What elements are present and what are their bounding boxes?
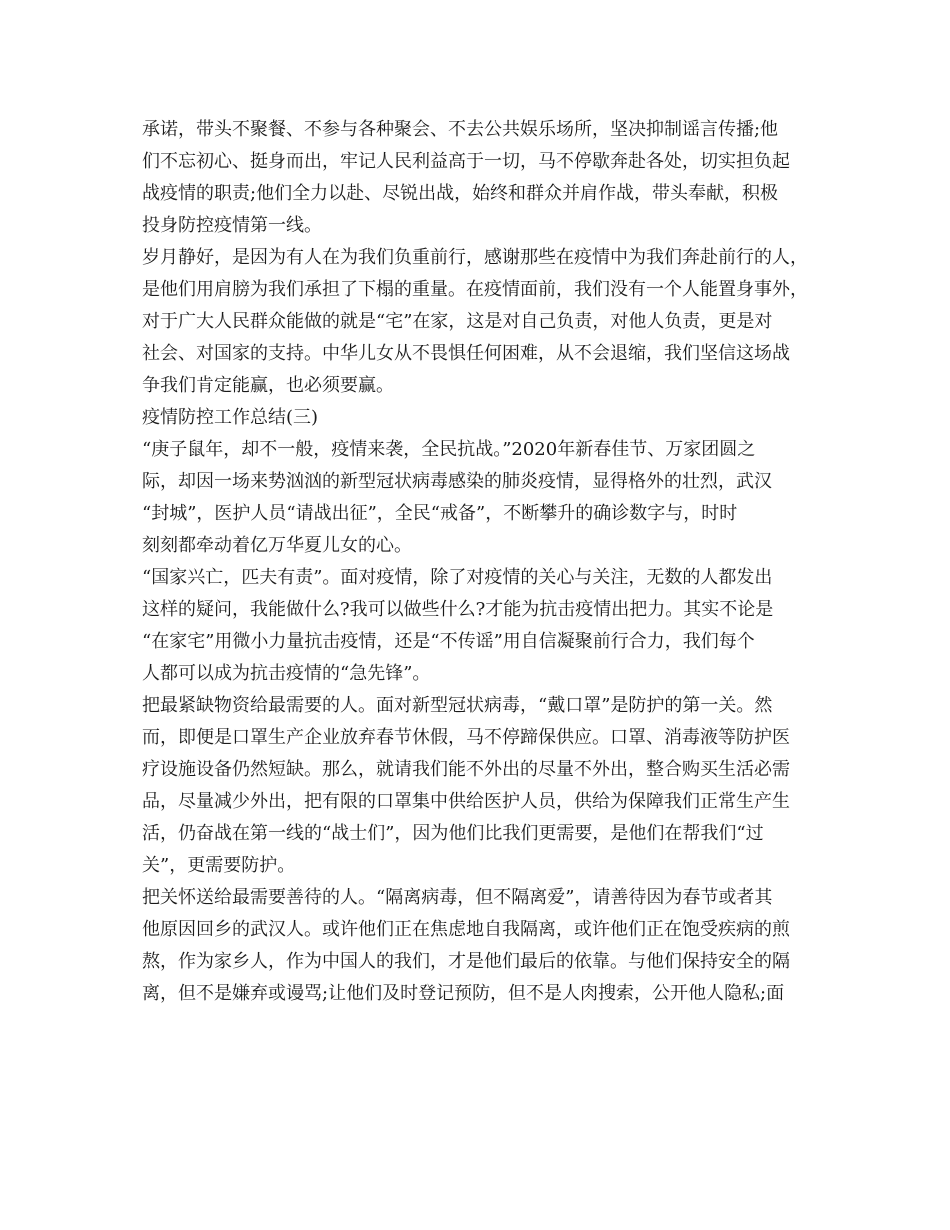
text-line: 对于广大人民群众能做的就是“宅”在家，这是对自己负责，对他人负责，更是对 bbox=[142, 311, 773, 332]
text-line: 把最紧缺物资给最需要的人。面对新型冠状病毒，“戴口罩”是防护的第一关。然 bbox=[142, 695, 773, 716]
text-line: 活，仍奋战在第一线的“战士们”，因为他们比我们更需要，是他们在帮我们“过 bbox=[142, 823, 764, 844]
text-line: 争我们肯定能赢，也必须要赢。 bbox=[142, 375, 394, 396]
text-line: 离，但不是嫌弃或谩骂;让他们及时登记预防，但不是人肉搜索，公开他人隐私;面 bbox=[142, 983, 785, 1004]
text-line: 社会、对国家的支持。中华儿女从不畏惧任何困难，从不会退缩，我们坚信这场战 bbox=[142, 343, 790, 364]
document-body bbox=[142, 114, 822, 1010]
text-line: “封城”，医护人员“请战出征”，全民“戒备”，不断攀升的确诊数字与，时时 bbox=[142, 503, 738, 524]
text-line: “国家兴亡，匹夫有责”。面对疫情，除了对疫情的关心与关注，无数的人都发出 bbox=[142, 567, 773, 588]
text-line: 承诺，带头不聚餐、不参与各种聚会、不去公共娱乐场所，坚决抑制谣言传播;他 bbox=[142, 119, 779, 140]
text-line: 是他们用肩膀为我们承担了下榻的重量。在疫情面前，我们没有一个人能置身事外， bbox=[142, 279, 808, 300]
text-line: 关”，更需要防护。 bbox=[142, 855, 296, 876]
text-line: 他原因回乡的武汉人。或许他们正在焦虑地自我隔离，或许他们正在饱受疾病的煎 bbox=[142, 919, 790, 940]
text-line: 熬，作为家乡人，作为中国人的我们，才是他们最后的依靠。与他们保持安全的隔 bbox=[142, 951, 790, 972]
text-line: 品，尽量减少外出，把有限的口罩集中供给医护人员，供给为保障我们正常生产生 bbox=[142, 791, 790, 812]
text-line: 战疫情的职责;他们全力以赴、尽锐出战，始终和群众并肩作战，带头奉献，积极 bbox=[142, 183, 779, 204]
text-line: 人都可以成为抗击疫情的“急先锋”。 bbox=[142, 663, 431, 684]
text-line: 刻刻都牵动着亿万华夏儿女的心。 bbox=[142, 535, 412, 556]
text-line: 岁月静好，是因为有人在为我们负重前行，感谢那些在疫情中为我们奔赴前行的人， bbox=[142, 247, 808, 268]
text-line: 投身防控疫情第一线。 bbox=[142, 215, 322, 236]
text-line: 们不忘初心、挺身而出，牢记人民利益高于一切，马不停歇奔赴各处，切实担负起 bbox=[142, 151, 790, 172]
text-line: “在家宅”用微小力量抗击疫情，还是“不传谣”用自信凝聚前行合力，我们每个 bbox=[142, 631, 755, 652]
text-line: 际，却因一场来势汹汹的新型冠状病毒感染的肺炎疫情，显得格外的壮烈，武汉 bbox=[142, 471, 772, 492]
text-line: 而，即便是口罩生产企业放弃春节休假，马不停蹄保供应。口罩、消毒液等防护医 bbox=[142, 727, 790, 748]
section-heading: 疫情防控工作总结(三) bbox=[142, 407, 319, 428]
text-line: 把关怀送给最需要善待的人。“隔离病毒，但不隔离爱”，请善待因为春节或者其 bbox=[142, 887, 773, 908]
text-line: “庚子鼠年，却不一般，疫情来袭，全民抗战。”2020年新春佳节、万家团圆之 bbox=[142, 439, 756, 460]
text-line: 这样的疑问，我能做什么?我可以做些什么?才能为抗击疫情出把力。其实不论是 bbox=[142, 599, 774, 620]
text-line: 疗设施设备仍然短缺。那么，就请我们能不外出的尽量不外出，整合购买生活必需 bbox=[142, 759, 790, 780]
